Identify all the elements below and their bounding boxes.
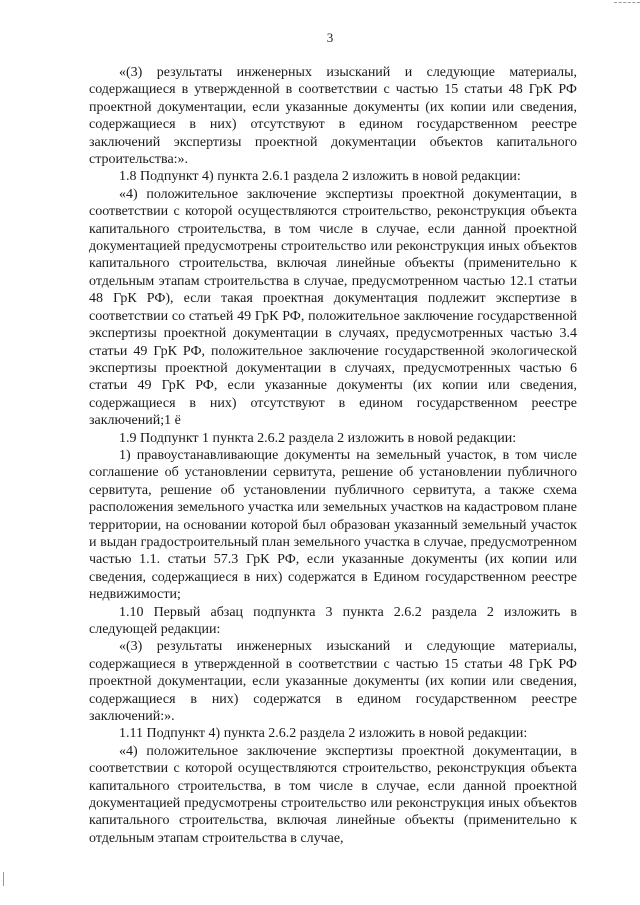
page-number: 3 — [326, 30, 334, 45]
paragraph-1-title-documents: 1) правоустанавливающие документы на земельный участок, в том числе соглашение об установлении сервитута, решение об установлении публичного сервитута, решение об установлении публичного сервитута, а также схема расположения земельного участка или земельных участков на кадастровом плане территории, на основании которой был образован указанный земельный участок и выдан градостроительный план земельного участка в случае, предусмотренном частью 1.1. статьи 57.3 ГрК РФ, если указанные документы (их копии или сведения, содержащиеся в них) содержатся в Едином государственном реестре недвижимости; — [89, 447, 577, 603]
document-body — [89, 64, 577, 847]
paragraph-quote-4-expertise-second: «4) положительное заключение экспертизы проектной документации, в соответствии с которой осуществляются строительство, реконструкция объекта капитального строительства, в том числе в случае, если данной проектной документацией предусмотрены строительство или реконструкция иных объектов капитального строительства, включая линейные объекты (применительно к отдельным этапам строительства в случае, — [89, 743, 577, 846]
margin-mark — [3, 872, 8, 886]
paragraph-quote-3-results: «(3) результаты инженерных изысканий и следующие материалы, содержащиеся в утвержденной в соответствии с частью 15 статьи 48 ГрК РФ проектной документации, если указанные документы (их копии или сведения, содержащиеся в них) отсутствуют в едином государственном реестре заключений экспертизы проектной документации объектов капитального строительства:». — [89, 65, 577, 168]
paragraph-1-8-heading: 1.8 Подпункт 4) пункта 2.6.1 раздела 2 изложить в новой редакции: — [119, 169, 521, 185]
paragraph-quote-3-results-second: «(3) результаты инженерных изысканий и следующие материалы, содержащиеся в утвержденной в соответствии с частью 15 статьи 48 ГрК РФ проектной документации, если указанные документы (их копии или сведения, содержащиеся в них) содержатся в едином государственном реестре заключений:». — [89, 639, 577, 725]
paragraph-1-11-heading: 1.11 Подпункт 4) пункта 2.6.2 раздела 2 изложить в новой редакции: — [119, 726, 528, 742]
paragraph-1-10-heading: 1.10 Первый абзац подпункта 3 пункта 2.6.2 раздела 2 изложить в следующей редакции: — [89, 604, 577, 637]
paragraph-quote-4-expertise: «4) положительное заключение экспертизы проектной документации, в соответствии с которой осуществляются строительство, реконструкция объекта капитального строительства, в том числе в случае, если данной проектной документацией предусмотрены строительство или реконструкция иных объектов капитального строительства, включая линейные объекты (применительно к отдельным этапам строительства в случае, предусмотренном частью 12.1 статьи 48 ГрК РФ), если такая проектная документация подлежит экспертизе в соответствии со статьей 49 ГрК РФ, положительное заключение государственной экспертизы проектной документации в случаях, предусмотренных частью 3.4 статьи 49 ГрК РФ, положительное заключение государственной экологической экспертизы проектной документации в случаях, предусмотренных частью 6 статьи 49 ГрК РФ, если указанные документы (их копии или сведения, содержащиеся в них) отсутствуют в едином государственном реестре заключений;1 ё — [89, 186, 577, 429]
paragraph-1-9-heading: 1.9 Подпункт 1 пункта 2.6.2 раздела 2 изложить в новой редакции: — [119, 430, 517, 446]
corner-mark — [614, 2, 640, 5]
